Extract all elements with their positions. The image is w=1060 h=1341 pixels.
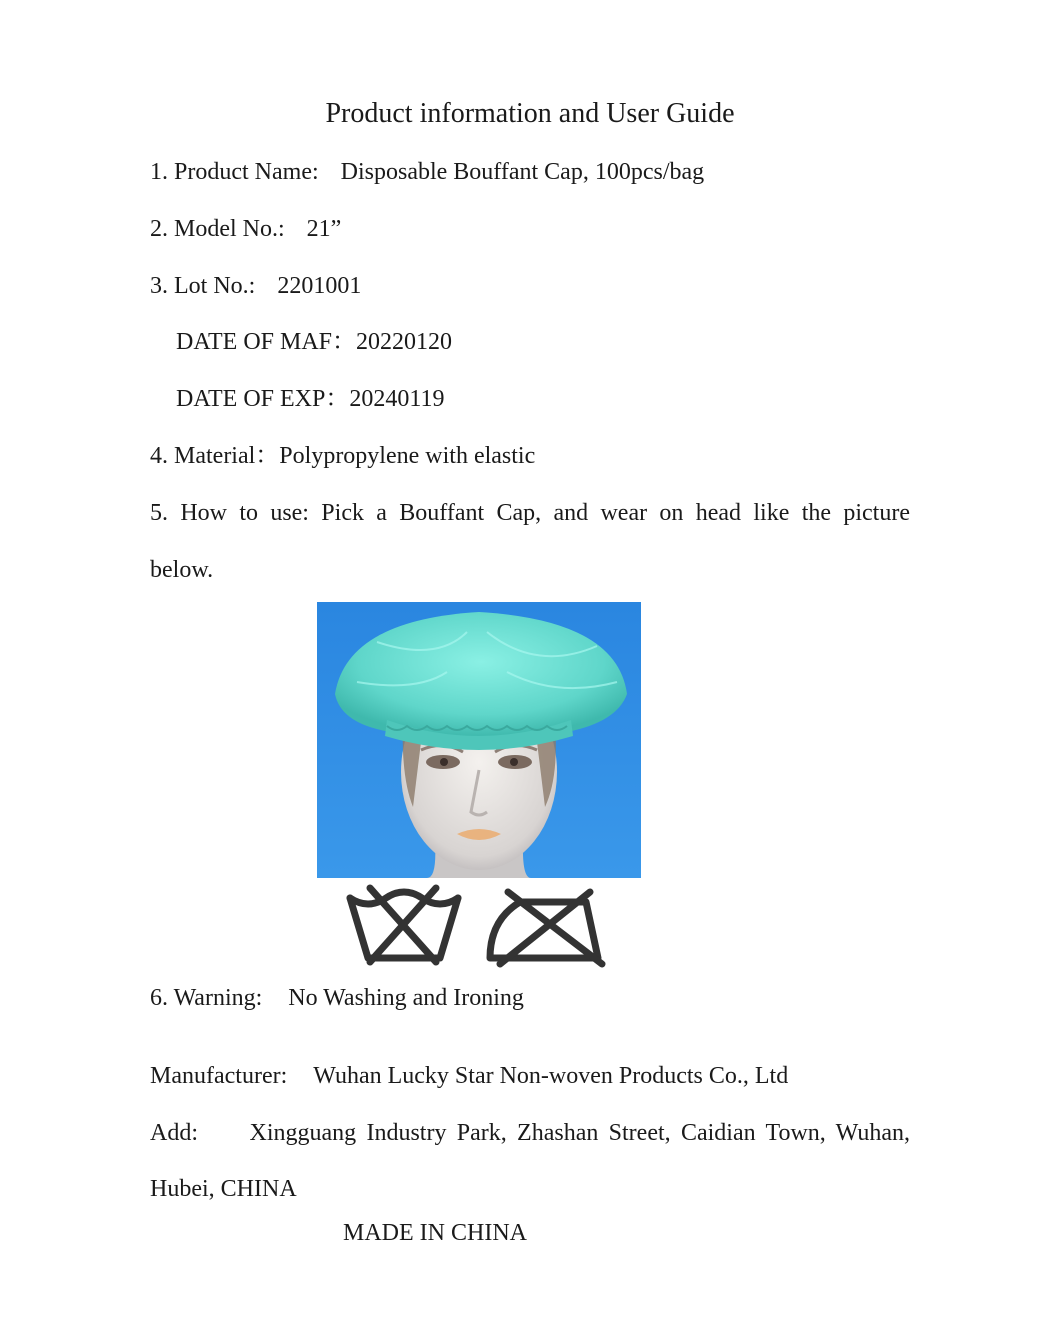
lot-no-label: 3. Lot No.: xyxy=(150,273,256,299)
care-symbols xyxy=(340,880,610,970)
no-washing-icon xyxy=(350,888,458,962)
lot-no-row xyxy=(150,271,361,301)
manufacturer-label: Manufacturer: xyxy=(150,1063,288,1089)
date-maf-value: 20220120 xyxy=(356,329,453,355)
material-value: Polypropylene with elastic xyxy=(279,443,536,469)
date-maf-label: DATE OF MAF： xyxy=(176,329,357,355)
model-no-row xyxy=(150,214,341,244)
manufacturer-value: Wuhan Lucky Star Non-woven Products Co., Ltd xyxy=(313,1063,789,1089)
warning-row xyxy=(150,983,524,1013)
address-line2: Hubei, CHINA xyxy=(150,1176,297,1202)
address-line1 xyxy=(150,1118,910,1148)
warning-label: 6. Warning: xyxy=(150,985,263,1011)
date-exp-row xyxy=(176,384,444,414)
manufacturer-row xyxy=(150,1061,788,1091)
made-in-label: MADE IN CHINA xyxy=(343,1220,527,1246)
material-row xyxy=(150,441,535,471)
warning-value: No Washing and Ironing xyxy=(288,985,524,1011)
no-ironing-icon xyxy=(490,892,602,964)
address-label: Add: xyxy=(150,1120,198,1146)
product-name-label: 1. Product Name: xyxy=(150,159,319,185)
lot-no-value: 2201001 xyxy=(277,273,362,299)
page-title: Product information and User Guide xyxy=(325,98,735,129)
product-name-value: Disposable Bouffant Cap, 100pcs/bag xyxy=(340,159,705,185)
product-name-row xyxy=(150,157,704,187)
how-to-use-line2: below. xyxy=(150,557,214,583)
material-label: 4. Material： xyxy=(150,443,280,469)
date-exp-value: 20240119 xyxy=(349,386,445,412)
model-no-value: 21” xyxy=(306,216,342,242)
model-no-label: 2. Model No.: xyxy=(150,216,285,242)
address-value-line1: Xingguang Industry Park, Zhashan Street, Caidian Town, Wuhan, xyxy=(249,1120,910,1146)
date-exp-label: DATE OF EXP： xyxy=(176,386,350,412)
date-maf-row xyxy=(176,327,452,357)
bouffant-cap-photo xyxy=(317,602,641,878)
how-to-use-line1: 5. How to use: Pick a Bouffant Cap, and wear on head like the picture xyxy=(150,500,910,526)
